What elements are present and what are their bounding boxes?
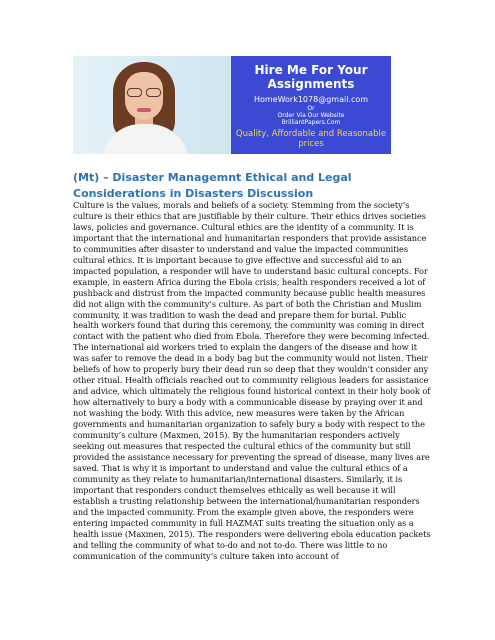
promo-panel [231,56,391,154]
glasses-icon [125,88,163,98]
promo-email: HomeWork1078@gmail.com [253,95,369,104]
document-body: Culture is the values, morals and beliefs of a society. Stemming from the society’s culture is their ethics that are justifiable by their culture. Their ethics drives societies laws, policies and governance. Cultural ethics are the identity of a community. It is important that the international and humanitarian responders that provide assistance to communities after disaster to understand and value the impacted communities cultural ethics. It is important because to give effective and successful aid to an impacted population, a responder will have to understand basic cultural concepts. For example, in eastern Africa during the Ebola crisis, health responders received a lot of pushback and distrust from the impacted community because public health measures did not align with the community’s culture. As part of both the Christian and Muslim community, it was tradition to wash the dead and prepare them for burial. Public health workers found that during this ceremony, the community was coming in direct contact with the patient who died from Ebola. Therefore they were becoming infected. The international aid workers tried to explain the dangers of the disease and how it was safer to remove the dead in a body bag but the community would not listen. Their beliefs of how to properly bury their dead run so deep that they wouldn’t consider any other ritual. Health officials reached out to community religious leaders for assistance and advice, which ultimately the religious found historical context in their holy book of how alternatively to bury a body with a communicable disease by praying over it and not washing the body. With this advice, new measures were taken by the African governments and humanitarian organization to safely bury a body with respect to the community’s culture (Maxmen, 2015). By the humanitarian responders actively seeking out measures that respected the cultural ethics of the community but still provided the assistance necessary for preventing the spread of disease, many lives are saved. That is why it is important to understand and value the cultural ethics of a community as they relate to humanitarian/international disasters. Similarly, it is important that responders conduct themselves ethically as well because it will establish a trusting relationship between the international/humanitarian responders and the impacted community. From the example given above, the responders were entering impacted community in full HAZMAT suits treating the situation only as a health issue (Maxmen, 2015). The responders were delivering ebola education packets and telling the community of what to-do and not to-do. There was little to no communication of the community’s culture taken into account of [73,200,431,561]
document-title: (Mt) – Disaster Managemnt Ethical and Legal Considerations in Disasters Discussion [73,171,352,200]
lips-shape [137,108,151,112]
promo-tagline: Quality, Affordable and Reasonable prices [235,129,387,149]
promo-title: Hire Me For Your Assignments [254,63,368,91]
advertisement-banner[interactable] [73,56,391,154]
woman-photo [73,56,233,154]
promo-order: Order Via Our Website [277,112,345,119]
promo-or: Or [307,105,315,112]
promo-website: BrilliantPapers.Com [281,119,341,126]
